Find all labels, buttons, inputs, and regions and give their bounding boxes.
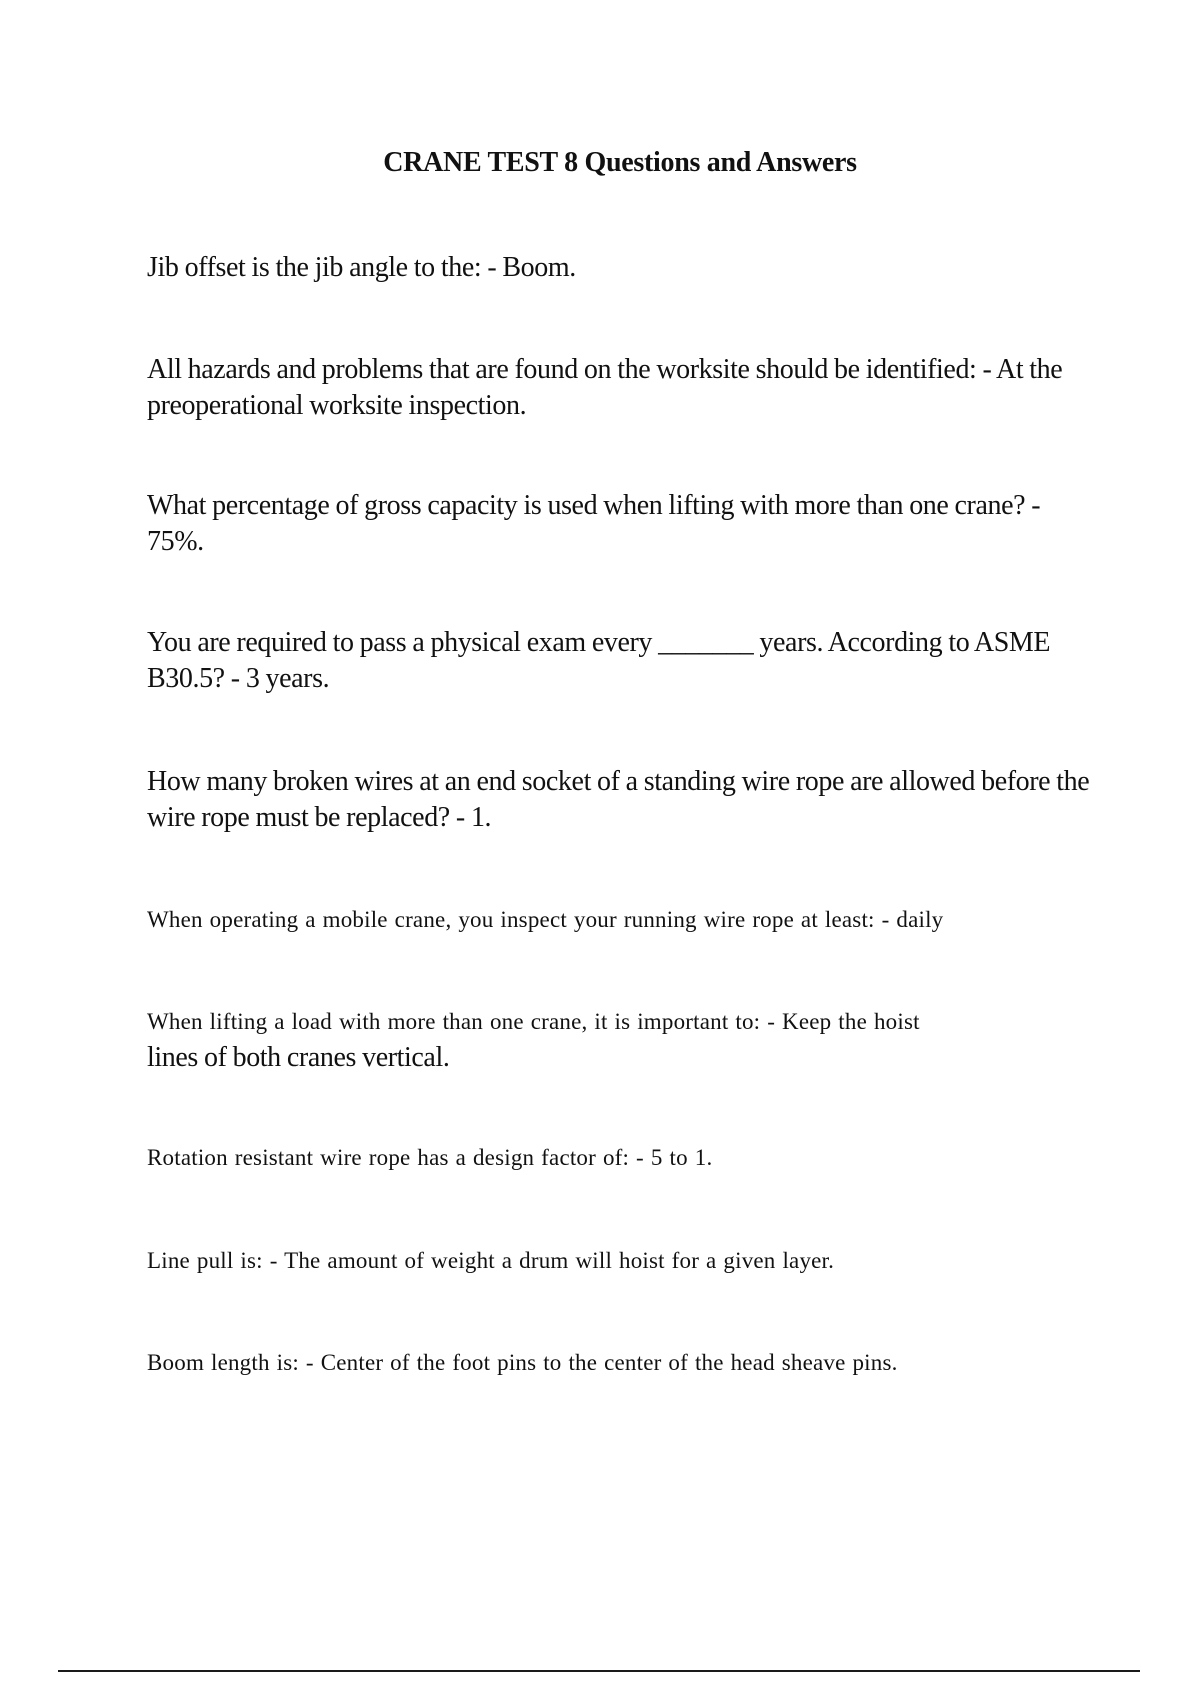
- qa-text: What percentage of gross capacity is used when lifting with more than one crane? - 75%.: [147, 490, 1047, 557]
- qa-text: How many broken wires at an end socket of a standing wire rope are allowed before the wire rope must be replaced? - 1.: [147, 766, 1096, 833]
- qa-item-10: [147, 1345, 1102, 1381]
- qa-item-3: [147, 488, 1102, 560]
- qa-text: Rotation resistant wire rope has a design factor of: - 5 to 1.: [147, 1145, 713, 1170]
- qa-item-8: [147, 1140, 1102, 1176]
- qa-item-2: [147, 352, 1102, 424]
- qa-item-9: [147, 1243, 1102, 1279]
- qa-text-first-line: When lifting a load with more than one crane, it is important to: - Keep the hoist: [147, 1009, 920, 1034]
- qa-text: You are required to pass a physical exam every _______ years. According to ASME B30.5? - 3 years.: [147, 627, 1057, 694]
- qa-item-1: [147, 250, 1102, 286]
- qa-text: Jib offset is the jib angle to the: - Boom.: [147, 252, 576, 283]
- qa-item-6: [147, 902, 1102, 938]
- qa-item-4: [147, 625, 1102, 697]
- qa-text: Line pull is: - The amount of weight a drum will hoist for a given layer.: [147, 1248, 835, 1273]
- qa-item-5: [147, 764, 1102, 836]
- qa-text-rest: lines of both cranes vertical.: [147, 1042, 450, 1073]
- qa-text: When operating a mobile crane, you inspect your running wire rope at least: - daily: [147, 907, 944, 932]
- footer-divider: [58, 1670, 1140, 1672]
- document-title: CRANE TEST 8 Questions and Answers: [383, 147, 857, 178]
- qa-item-7: [147, 1003, 1102, 1076]
- qa-text: All hazards and problems that are found on the worksite should be identified: - At the preoperational worksite inspection.: [147, 354, 1069, 421]
- qa-text: Boom length is: - Center of the foot pins to the center of the head sheave pins.: [147, 1350, 898, 1375]
